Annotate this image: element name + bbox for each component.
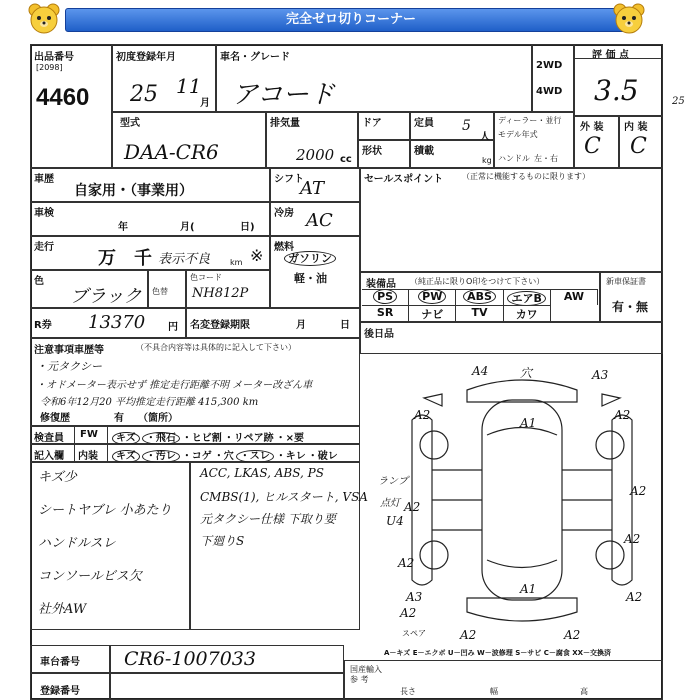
remarks-misc: U4 xyxy=(386,514,404,528)
fuel-gasoline-circled: ガソリン xyxy=(284,251,336,266)
sales-point-label: セールスポイント xyxy=(364,174,444,185)
first-reg-month-unit: 月 xyxy=(200,98,210,109)
fuel-label: 燃料 xyxy=(274,242,294,253)
inspector-label: 検査員 xyxy=(34,433,64,444)
remarks-side-2: 点灯 xyxy=(380,498,400,509)
notes-line-2: ・オドメーター表示せず 推定走行距離不明 メーター改ざん車 xyxy=(36,380,313,391)
model-value: DAA-CR6 xyxy=(124,140,219,164)
inspector-fw-items xyxy=(112,429,306,444)
registration-label: 登録番号 xyxy=(40,686,80,697)
damage-mark-14: A2 xyxy=(404,500,421,514)
model-year-label: モデル年式 xyxy=(498,130,538,139)
remark-left-2: ハンドルスレ xyxy=(38,536,116,551)
remarks-side-1: ランプ xyxy=(378,476,408,487)
remark-right-2: 元タクシー仕様 下取り要 xyxy=(200,512,336,526)
first-reg-label: 初度登録年月 xyxy=(116,52,176,63)
notes-note: （不具合内容等は具体的に記入して下さい） xyxy=(136,343,296,352)
color-value: ブラック xyxy=(70,286,142,307)
name-change-month: 月 xyxy=(296,320,306,331)
repair-value: 有 xyxy=(114,413,124,424)
mileage-note: 表示不良 xyxy=(158,252,211,267)
inner-item-2: ・コゲ xyxy=(181,451,212,462)
exterior-value: C xyxy=(584,134,601,159)
mileage-man: 万 xyxy=(98,248,116,269)
model-label: 型式 xyxy=(120,118,140,129)
entry-inner-items xyxy=(112,447,340,462)
diagram-legend: A－キズ E－エクボ U－凹み W－波修理 S－サビ C－腐食 XX－交換済 xyxy=(384,649,612,657)
equipment-r1-1: PW xyxy=(409,289,456,305)
mileage-flag: ※ xyxy=(250,246,264,265)
usage-value: 自家用・（事業用） xyxy=(74,183,193,199)
car-name-value: アコード xyxy=(232,80,335,110)
inner-item-1: ・汚レ xyxy=(142,450,180,463)
remark-right-3: 下廻りS xyxy=(200,534,245,548)
color-code-label: 色コード xyxy=(190,273,222,282)
damage-mark-6: A2 xyxy=(398,556,415,570)
spare-label: スペア xyxy=(402,629,426,638)
rear-items-cell xyxy=(360,322,663,354)
header-banner xyxy=(65,8,637,32)
bottom-right-l3: 長さ xyxy=(400,687,416,696)
inner-item-6: ・破レ xyxy=(307,451,338,462)
sales-point-note: （正常に機能するものに限ります） xyxy=(462,172,590,181)
damage-mark-4: A1 xyxy=(520,416,537,430)
damage-mark-12: A2 xyxy=(460,628,477,642)
usage-label: 車歴 xyxy=(34,174,54,185)
bear-mascot-icon xyxy=(612,2,646,36)
inspection-cell xyxy=(30,202,270,236)
damage-mark-3: A2 xyxy=(414,408,431,422)
notes-label: 注意事項車歴等 xyxy=(34,345,104,356)
warranty-value: 有・無 xyxy=(612,300,649,314)
inspection-day-unit: 日) xyxy=(240,222,255,233)
bottom-right-l2: 参 考 xyxy=(350,675,369,684)
drive-2wd: 2WD xyxy=(536,60,563,71)
equipment-r2-0: SR xyxy=(362,305,409,321)
bottom-right-cell xyxy=(344,660,663,700)
entry-inner-label: 内装 xyxy=(78,451,98,462)
damage-mark-0: A4 xyxy=(472,364,489,378)
remark-left-3: コンソールビス欠 xyxy=(38,569,142,584)
damage-mark-2: A3 xyxy=(592,368,609,382)
equipment-r1-0: PS xyxy=(362,289,409,305)
inspection-year-unit: 年 xyxy=(118,222,128,233)
doors-label: ドア xyxy=(362,118,382,129)
displacement-label: 排気量 xyxy=(270,118,300,129)
inspector-fw: FW xyxy=(80,429,98,440)
interior-label: 内 装 xyxy=(624,122,648,133)
rear-items-label: 後日品 xyxy=(364,329,394,340)
equipment-row-1 xyxy=(362,289,598,305)
name-change-day: 日 xyxy=(340,320,350,331)
capacity-value: 5 xyxy=(462,118,471,134)
inner-item-5: ・キレ xyxy=(275,451,306,462)
inner-item-4: ・スレ xyxy=(236,450,274,463)
first-reg-year: 25 xyxy=(130,82,158,107)
shape-label: 形状 xyxy=(362,146,382,157)
mileage-unit: km xyxy=(230,258,243,267)
bear-mascot-icon xyxy=(27,2,61,36)
inspection-label: 車検 xyxy=(34,208,54,219)
fuel-diesel-b: 油 xyxy=(316,272,327,285)
damage-mark-8: A2 xyxy=(400,606,417,620)
notes-line-1: ・元タクシー xyxy=(36,360,102,373)
equipment-row-2 xyxy=(362,305,598,321)
damage-mark-9: A1 xyxy=(520,582,537,596)
inner-item-0: キズ xyxy=(112,450,140,463)
recycle-value: 13370 xyxy=(88,312,146,333)
recycle-unit: 円 xyxy=(168,322,178,333)
fw-item-3: ・リペア跡 xyxy=(223,433,274,444)
interior-value: C xyxy=(630,134,647,159)
equipment-r1-3: エアB xyxy=(504,289,551,305)
equipment-r1-4: AW xyxy=(551,289,598,305)
lot-number: 4460 xyxy=(36,84,90,111)
shift-label: シフト xyxy=(274,174,304,185)
inner-item-3: ・穴 xyxy=(213,451,234,462)
load-label: 積載 xyxy=(414,146,434,157)
name-change-label: 名変登録期限 xyxy=(190,320,250,331)
notes-line-3: 令和6年12月20 平均推定走行距離 415,300 km xyxy=(40,397,259,408)
car-name-label: 車名・グレード xyxy=(220,52,290,63)
equipment-r2-1: ナビ xyxy=(409,305,456,321)
drive-cell xyxy=(532,44,574,112)
fw-item-4: ・×要 xyxy=(275,433,305,444)
remark-left-0: キズ少 xyxy=(38,470,77,485)
bottom-right-l1: 国産輸入 xyxy=(350,665,382,674)
equipment-r1-2: ABS xyxy=(456,289,503,305)
lot-code: [2098] xyxy=(36,63,63,72)
mileage-label: 走行 xyxy=(34,242,54,253)
repair-place: （箇所） xyxy=(138,413,178,424)
chassis-value: CR6-1007033 xyxy=(124,648,256,670)
damage-mark-15: A2 xyxy=(630,484,647,498)
exterior-label: 外 装 xyxy=(580,122,604,133)
aircon-value: AC xyxy=(306,210,333,231)
equipment-r2-2: TV xyxy=(456,305,503,321)
capacity-unit: 人 xyxy=(480,132,490,143)
fw-item-2: ・ヒビ割 xyxy=(181,433,222,444)
handle-label: ハンドル xyxy=(498,154,530,163)
load-unit: kg xyxy=(482,156,492,165)
fuel-diesel-row: 軽・油 xyxy=(294,272,327,285)
header-title: 完全ゼロ切りコーナー xyxy=(285,12,416,27)
remark-right-0: ACC, LKAS, ABS, PS xyxy=(200,466,324,480)
color-label: 色 xyxy=(34,276,44,287)
chassis-label: 車台番号 xyxy=(40,657,80,668)
color-change-label: 色替 xyxy=(152,287,168,296)
capacity-label: 定員 xyxy=(414,118,434,129)
color-code-value: NH812P xyxy=(192,286,249,301)
aircon-label: 冷房 xyxy=(274,208,294,219)
diagram-marks xyxy=(392,360,662,640)
bottom-right-l4: 幅 xyxy=(490,687,498,696)
fuel-diesel-a: 軽 xyxy=(294,272,305,285)
damage-mark-5: A2 xyxy=(614,408,631,422)
registration-value-cell xyxy=(110,673,344,700)
remark-left-4: 社外AW xyxy=(38,602,87,617)
equipment-r2-3: カワ xyxy=(504,305,551,321)
mileage-sen: 千 xyxy=(134,248,152,269)
drive-4wd: 4WD xyxy=(536,86,563,97)
damage-mark-7: A2 xyxy=(624,532,641,546)
remark-left-1: シートヤブレ 小あたり xyxy=(38,503,172,518)
fuel-gasoline xyxy=(284,250,336,266)
repair-label: 修復歴 xyxy=(40,413,70,424)
score-side-note: 25 xyxy=(672,96,685,107)
dealer-label: ディーラー・並行 xyxy=(498,116,562,125)
displacement-unit: cc xyxy=(340,154,352,165)
fw-item-0: キズ xyxy=(112,432,140,445)
recycle-label: R券 xyxy=(34,320,52,331)
shift-value: AT xyxy=(300,178,325,199)
lot-label: 出品番号 xyxy=(34,52,74,63)
fw-item-1: ・飛石 xyxy=(142,432,180,445)
entry-label: 記入欄 xyxy=(34,451,64,462)
inspection-month-unit: 月( xyxy=(180,222,195,233)
damage-mark-1: 穴 xyxy=(520,366,533,380)
damage-mark-11: A2 xyxy=(626,590,643,604)
score-label: 評 価 点 xyxy=(592,50,629,61)
remark-right-1: CMBS(1), ヒルスタート, VSA xyxy=(200,490,368,504)
damage-mark-13: A2 xyxy=(564,628,581,642)
warranty-label: 新車保証書 xyxy=(606,277,646,286)
first-reg-month: 11 xyxy=(176,74,202,98)
bottom-right-l5: 高 xyxy=(580,687,588,696)
score-value: 3.5 xyxy=(594,74,639,107)
handle-value: 左・右 xyxy=(534,154,558,163)
displacement-value: 2000 xyxy=(296,146,335,164)
damage-mark-10: A3 xyxy=(406,590,423,604)
equipment-label: 装備品 xyxy=(366,279,396,290)
equipment-note: （純正品に限りO印をつけて下さい） xyxy=(410,277,545,286)
